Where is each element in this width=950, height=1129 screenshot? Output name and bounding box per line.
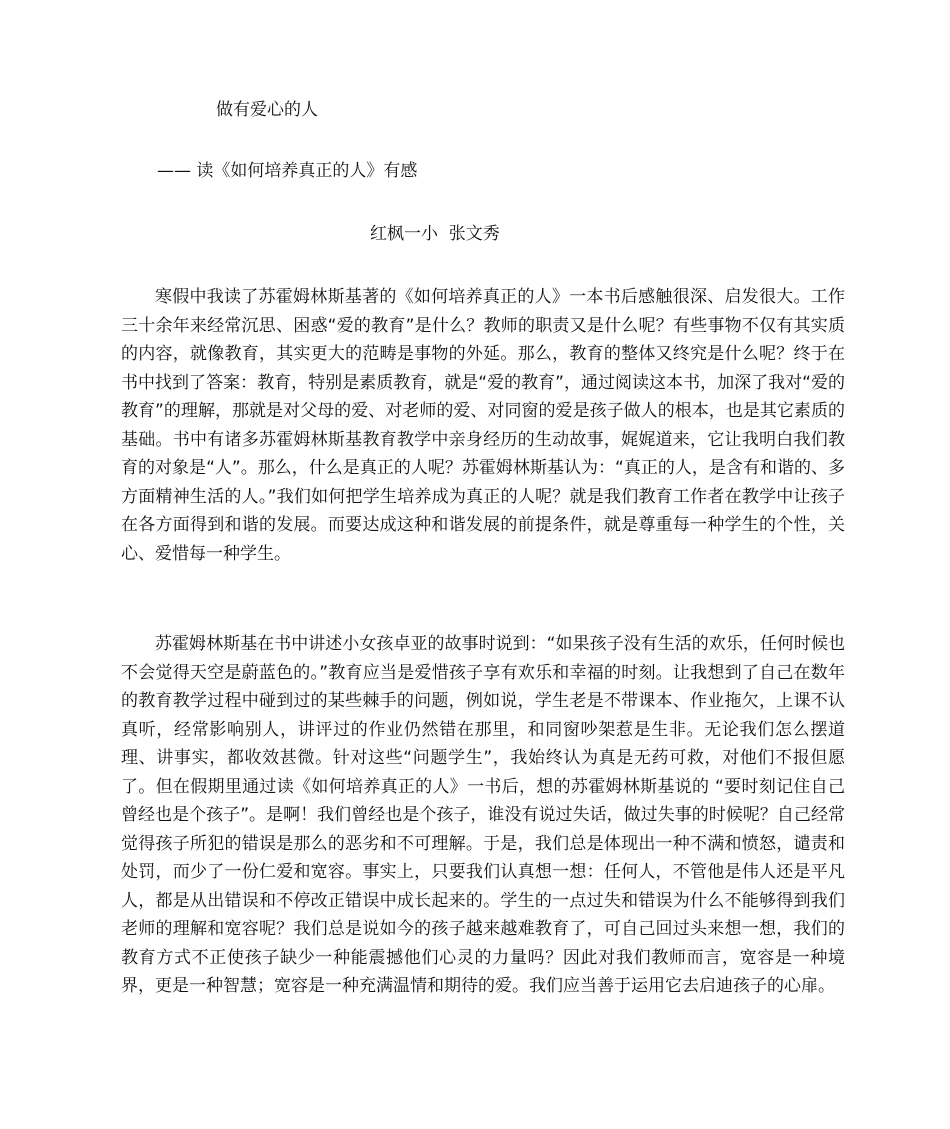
body-paragraph-2: 苏霍姆林斯基在书中讲述小女孩卓亚的故事时说到：“如果孩子没有生活的欢乐，任何时候也不会觉得天空是蔚蓝色的。”教育应当是爱惜孩子享有欢乐和幸福的时刻。让我想到了自己在数年的教育教学过程中碰到过的某些棘手的问题，例如说，学生老是不带课本、作业拖欠，上课不认真听，经常影响别人，讲评过的作业仍然错在那里，和同窗吵架惹是生非。无论我们怎么摆道理、讲事实，都收效甚微。针对这些“问题学生”，我始终认为真是无药可救，对他们不报但愿了。但在假期里通过读《如何培养真正的人》一书后，想的苏霍姆林斯基说的 “要时刻记住自己曾经也是个孩子”。是啊！我们曾经也是个孩子，谁没有说过失话，做过失事的时候呢？自己经常觉得孩子所犯的错误是那么的恶劣和不可理解。于是，我们总是体现出一种不满和愤怒，谴责和处罚，而少了一份仁爱和宽容。事实上，只要我们认真想一想：任何人，不管他是伟人还是平凡人，都是从出错误和不停改正错误中成长起来的。学生的一点过失和错误为什么不能够得到我们老师的理解和宽容呢？我们总是说如今的孩子越来越难教育了，可自己回过头来想一想，我们的教育方式不正使孩子缺少一种能震撼他们心灵的力量吗？因此对我们教师而言，宽容是一种境界，更是一种智慧；宽容是一种充满温情和期待的爱。我们应当善于运用它去启迪孩子的心扉。 <box>121 634 845 996</box>
document-title: 做有爱心的人 <box>216 100 318 120</box>
body-paragraph-1: 寒假中我读了苏霍姆林斯基著的《如何培养真正的人》一本书后感触很深、启发很大。工作三十余年来经常沉思、困惑“爱的教育”是什么？教师的职责又是什么呢？有些事物不仅有其实质的内容，就像教育，其实更大的范畴是事物的外延。那么，教育的整体又终究是什么呢？终于在书中找到了答案：教育，特别是素质教育，就是“爱的教育”，通过阅读这本书，加深了我对“爱的教育”的理解，那就是对父母的爱、对老师的爱、对同窗的爱是孩子做人的根本，也是其它素质的基础。书中有诸多苏霍姆林斯基教育教学中亲身经历的生动故事，娓娓道来，它让我明白我们教育的对象是“人”。那么，什么是真正的人呢？苏霍姆林斯基认为：“真正的人，是含有和谐的、多方面精神生活的人。”我们如何把学生培养成为真正的人呢？就是我们教育工作者在教学中让孩子在各方面得到和谐的发展。而要达成这种和谐发展的前提条件，就是尊重每一种学生的个性，关心、爱惜每一种学生。 <box>121 287 845 564</box>
document-author: 红枫一小 张文秀 <box>370 224 500 244</box>
document-subtitle: —— 读《如何培养真正的人》有感 <box>157 161 418 181</box>
